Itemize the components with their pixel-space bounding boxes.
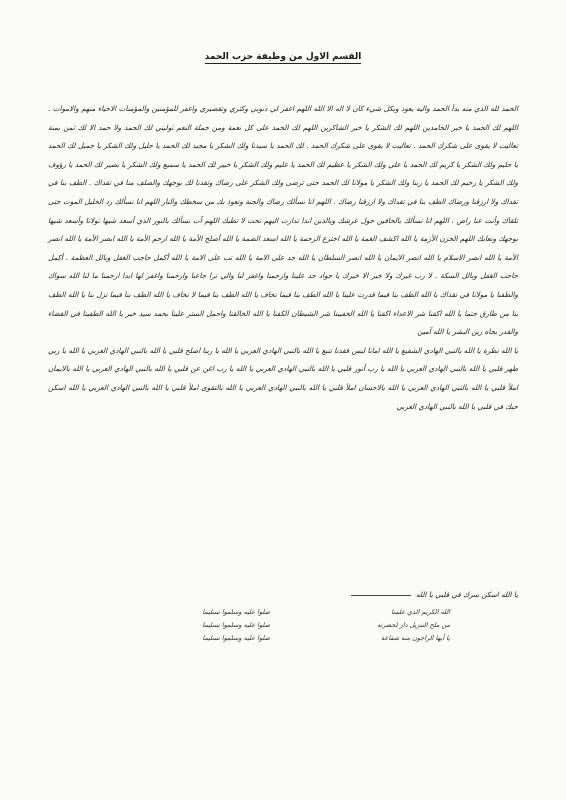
verse-left: صلوا عليه وسلموا تسليما <box>202 621 270 629</box>
closing-text: يا الله اسكن سرك في قلبي يا الله <box>416 590 518 599</box>
verse-right: الله الكريم الذي علمنا <box>391 608 450 616</box>
paragraph-hamd: الحمد لله الذي منه بدأ الحمد واليه يعود وبكل شيء كان لا اله الا الله اللهم اغفر لي ذنوبي وكثري وتقصيري واغفر للمؤمنين والمؤمنات الاحياء منهم والاموات . اللهم لك الحمد يا خير الحامدين اللهم لك الشكر يا خير الشاكرين اللهم لك الحمد على كل نعمة ومن جملة النعم توليني لك الحمد ولا حمد الا لك ثمن بمنة تعاليت لا يقوى على شكرك الحمد . تعاليت لا يقوى على شكرك الحمد . لك الحمد يا سيدنا ولك الشكر يا مجيد لك الحمد يا جليل ولك الشكر يا جميل لك الحمد يا حليم ولك الشكر يا كريم لك الحمد يا علي ولك الشكر يا عظيم لك الحمد يا عليم ولك الشكر يا خبير لك الحمد يا سميع ولك الشكر يا بصير لك الحمد يا رؤوف ولك الشكر يا رحيم لك الحمد يا ربنا ولك الشكر يا مولانا لك الحمد حتى ترضى ولك الشكر على رضاك وتقدنا لك بوجهك والصلف منا في تقداك . الطف بنا في تقداك ولا ارزقنا ورضاك الطف بنا في تقداك ولا ارزقنا رضاك . اللهم انا نسألك رضاك والجنة ونعوذ بك من سخطك والنار اللهم انا نسألك رد الخليل الموت حتى تلقاك وأنت عنا راض . اللهم انا نسألك بالحافين حول عرشك وبالذين انذا تدارت اليهم تحت لا تطبك اللهم آت نسألك بالنور الذي أسعد شيها تولانا وأسعد شيها بوجهك ونعابك اللهم الحزن الأزمة يا الله اكشف الغمة يا الله اخترع الرحمة يا الله اسعد الضمة يا الله أصلح الأمة يا الله ارحم الأمة يا الله ابصر الأمة يا الله انصر الأمة يا الله انصر الاسلام يا الله انصر الايمان يا الله انصر السلطان يا الله جد على الامة يا الله تب على الامة يا الله أكمل حاجب الغفل وبالل العظمة . أكمل حاجب الغفل وبالل السكة . لا رب غيرك ولا خير الا خيرك يا جواد جد علينا وارحمنا واغفر لنا والي ترا جاعنا وارحمنا واغفر لها ابدا ارحمنا ما لنا الله سواك والطفنا يا مولانا في تقداك يا الله الطف بنا فيما قدرت علينا يا الله الطف بنا فيما نخاف يا الله الطف بنا فيما لا نخاف يا الله الطف بنا فيما تزل بنا يا الله الطف بنا من طارق حتما يا الله اكفنا شر الاعداء اكفنا يا الله الخفيبنا شر الشيطان الكفنا يا الله الخالقنا واحمل الستر علينا بحمد سيد خير يا الله الطفينا في القضاء والقدر بجاه زين البشر يا الله آمين <box>48 104 518 337</box>
verse-left: صلوا عليه وسلموا تسليما <box>202 608 270 616</box>
verse-right: من ملح التنزيل دار لحضرته <box>376 621 450 629</box>
verse-row <box>120 606 450 619</box>
verse-row <box>120 619 450 632</box>
title-text: القسم الاول من وظيفة حزب الحمد <box>204 52 362 62</box>
closing-rule <box>351 595 411 596</box>
closing-line <box>48 586 518 605</box>
verse-row <box>120 632 450 645</box>
paragraph-ya-allah: يا الله نظرة يا الله بالنبي الهادي الشفيع يا الله امانا ليس فقدنا تنبع يا الله بالنبي الهادي العربي يا الله يا ربنا اصلح قلبي يا الله بالنبي الهادي العربي يا الله يا ربي طهر قلبي يا الله بالنبي الهادي العربي يا الله يا رب أنور قلبي يا الله بالنبي الهادي العربي يا الله يا رب اغن عن قلبي يا الله بالنبي الهادي العربي يا الله بالايمان املأ قلبي يا الله بالنبي الهادي العربي يا الله بالاحسان املأ قلبي يا الله بالنبي الهادي العربي يا الله بالتقوى املأ قلبي يا الله بالنبي الهادي العربي يا الله اسكن حبك في قلبي يا الله بالنبي الهادي العربي <box>48 345 518 411</box>
document-body <box>48 100 518 416</box>
verses-block <box>120 606 450 645</box>
verse-left: صلوا عليه وسلموا تسليما <box>202 634 270 642</box>
verse-right: يا أيها الراجون منه شفاعة <box>381 634 450 642</box>
page-title <box>0 52 566 62</box>
